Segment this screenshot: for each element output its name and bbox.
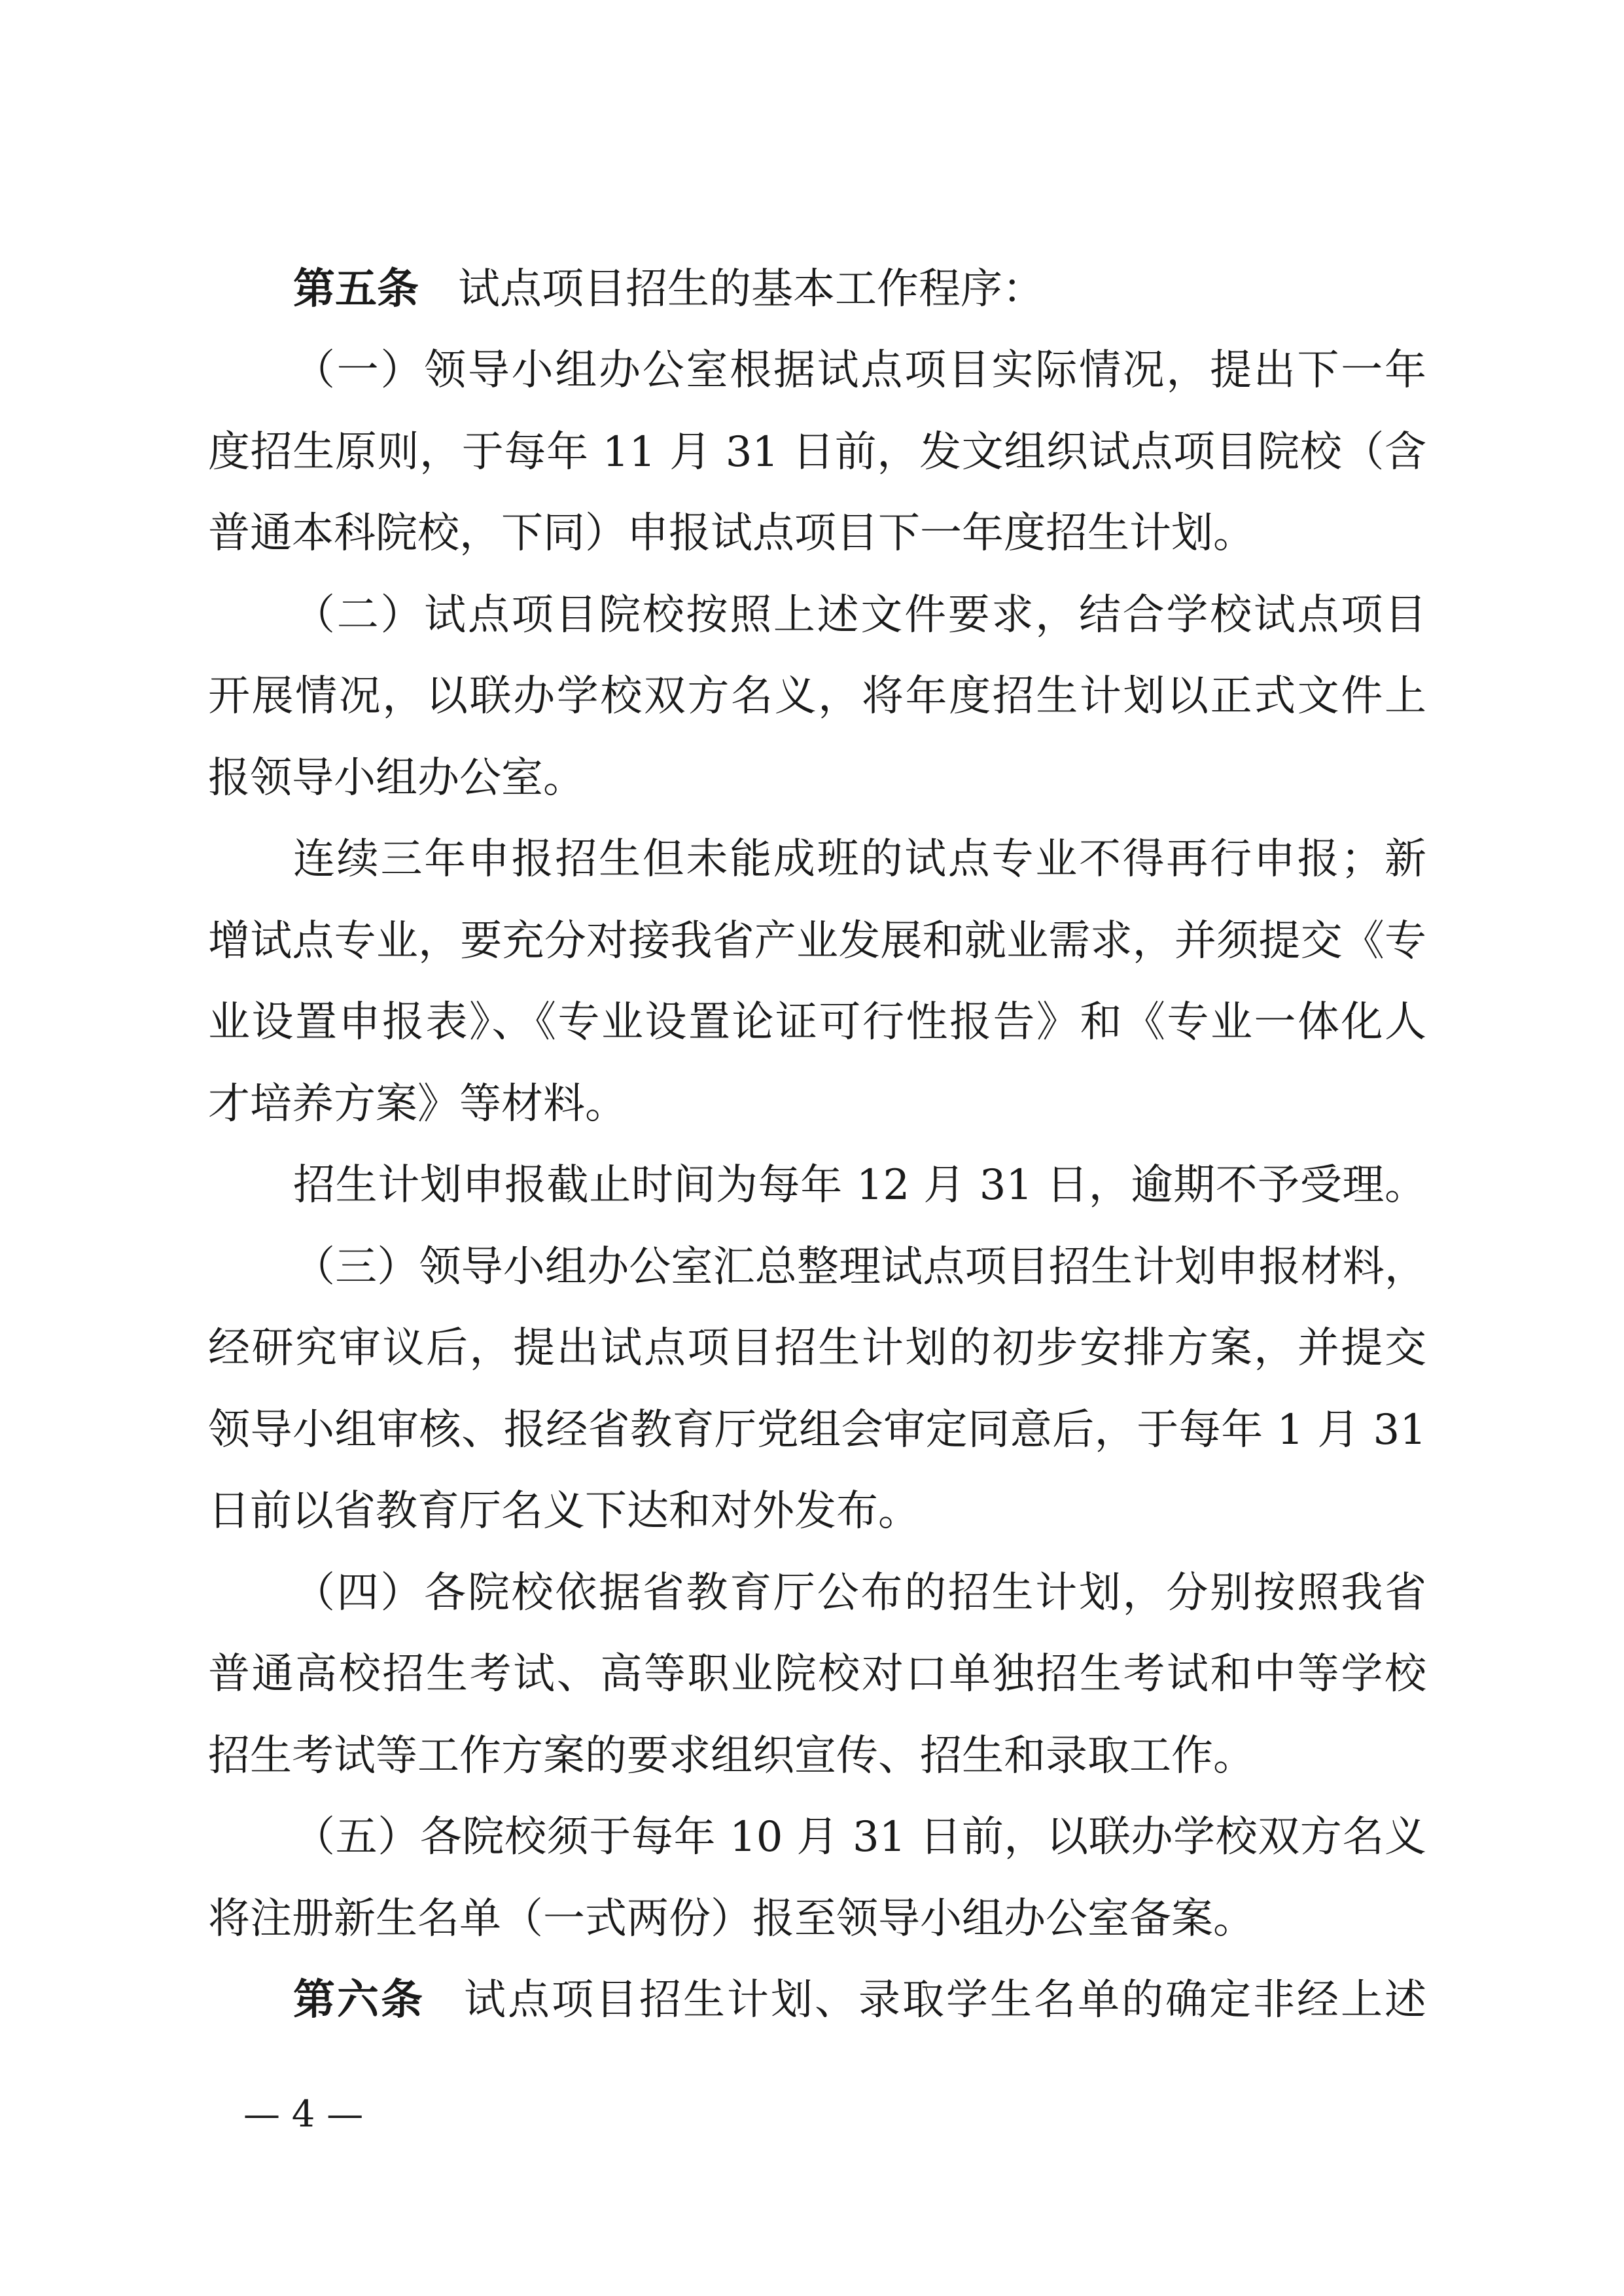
text-line: 开展情况，以联办学校双方名义，将年度招生计划以正式文件上 [208,672,1426,721]
text-line: 领导小组审核、报经省教育厅党组会审定同意后，于每年 1 月 31 [208,1406,1426,1454]
page-number: — 4 — [243,2093,364,2136]
text-line: 将注册新生名单（一式两份）报至领导小组办公室备案。 [208,1895,1255,1943]
text-line: 增试点专业，要充分对接我省产业发展和就业需求，并须提交《专 [208,917,1426,965]
text-line: 普通本科院校，下同）申报试点项目下一年度招生计划。 [208,509,1255,558]
article-text: 试点项目招生计划、录取学生名单的确定非经上述 [464,1976,1426,2024]
text-line: （四）各院校依据省教育厅公布的招生计划，分别按照我省 [293,1569,1426,1617]
text-line: 招生考试等工作方案的要求组织宣传、招生和录取工作。 [208,1732,1255,1780]
article-label: 第六条 [293,1975,425,2024]
article-label: 第五条 [293,264,419,314]
text-line: （一）领导小组办公室根据试点项目实际情况，提出下一年 [293,346,1426,395]
article-5-heading [293,263,1426,315]
article-text: 试点项目招生的基本工作程序： [458,265,1044,314]
text-line: 普通高校招生考试、高等职业院校对口单独招生考试和中等学校 [208,1650,1426,1698]
text-line: 经研究审议后，提出试点项目招生计划的初步安排方案，并提交 [208,1324,1426,1372]
text-line: 业设置申报表》、《专业设置论证可行性报告》和《专业一体化人 [208,998,1426,1047]
text-line: （五）各院校须于每年 10 月 31 日前，以联办学校双方名义 [293,1813,1426,1861]
text-line: 连续三年申报招生但未能成班的试点专业不得再行申报；新 [293,835,1426,884]
article-6-heading [293,1974,1426,2026]
text-line: 度招生原则，于每年 11 月 31 日前，发文组织试点项目院校（含 [208,428,1426,476]
text-line: （二）试点项目院校按照上述文件要求，结合学校试点项目 [293,591,1426,639]
text-line: 报领导小组办公室。 [208,754,585,802]
text-line: 日前以省教育厅名义下达和对外发布。 [208,1487,920,1535]
text-line: 才培养方案》等材料。 [208,1080,627,1128]
text-line: （三）领导小组办公室汇总整理试点项目招生计划申报材料， [293,1243,1426,1291]
text-line: 招生计划申报截止时间为每年 12 月 31 日，逾期不予受理。 [293,1161,1426,1210]
